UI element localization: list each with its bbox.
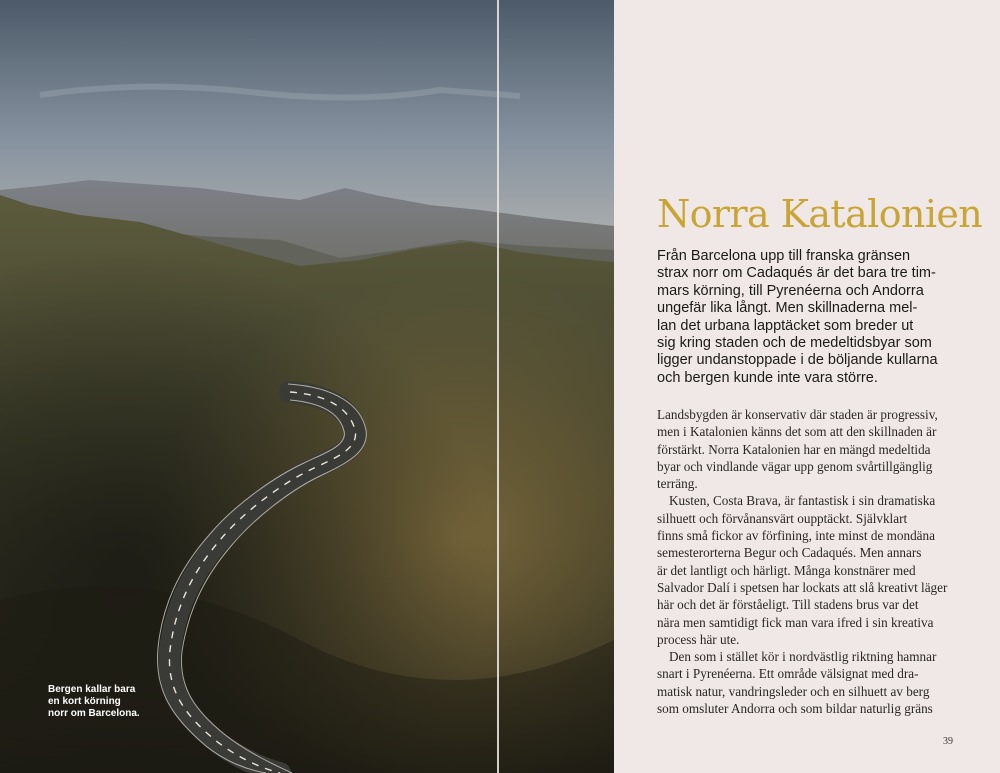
article-title: Norra Katalonien (657, 192, 983, 236)
body-line: byar och vindlande vägar upp genom svårtillgänglig (657, 458, 933, 474)
lead-line: ungefär lika långt. Men skillnaderna mel- (657, 300, 918, 317)
page-number: 39 (943, 736, 953, 747)
body-line: Salvador Dalí i spetsen har lockats att slå kreativt läger (657, 579, 948, 595)
body-line: finns små fickor av förfining, inte minst de mondäna (657, 528, 935, 544)
body-line: förstärkt. Norra Katalonien har en mängd medeltida (657, 441, 931, 457)
lead-line: lan det urbana lapptäcket som breder ut (657, 317, 914, 334)
caption-line: en kort körning (48, 696, 121, 707)
body-line: här och det är förståeligt. Till stadens brus var det (657, 597, 919, 613)
caption-line: norr om Barcelona. (48, 708, 140, 719)
caption-line: Bergen kallar bara (48, 684, 136, 695)
lead-line: och bergen kunde inte vara större. (657, 369, 878, 386)
lead-line: ligger undanstoppade i de böljande kullarna (657, 352, 938, 369)
lead-line: strax norr om Cadaqués är det bara tre tim- (657, 265, 936, 282)
body-text (657, 406, 977, 717)
body-line: silhuett och förvånansvärt oupptäckt. Självklart (657, 510, 908, 526)
lead-line: mars körning, till Pyrenéerna och Andorra (657, 282, 924, 299)
body-line: semesterorterna Begur och Cadaqués. Men annars (657, 545, 922, 561)
body-line: men i Katalonien känns det som att den skillnaden är (657, 424, 937, 440)
body-line: snart i Pyrenéerna. Ett område välsignat med dra- (657, 666, 919, 682)
photo-caption (48, 684, 148, 720)
body-line: process här ute. (657, 631, 740, 647)
body-line: Landsbygden är konservativ där staden är progressiv, (657, 407, 938, 422)
body-line: Den som i stället kör i nordvästlig riktning hamnar (669, 649, 937, 665)
body-line: Kusten, Costa Brava, är fantastisk i sin dramatiska (669, 493, 936, 509)
lead-line: sig kring staden och de medeltidsbyar som (657, 335, 932, 352)
page-gutter (497, 0, 499, 773)
body-line: terräng. (657, 476, 698, 492)
body-line: matisk natur, vandringsleder och en silhuett av berg (657, 683, 930, 699)
lead-line: Från Barcelona upp till franska gränsen (657, 248, 911, 264)
body-line: är det lantligt och härligt. Många konstnärer med (657, 562, 916, 578)
body-line: som omsluter Andorra och som bildar naturlig gräns (657, 701, 933, 717)
text-page (614, 0, 1000, 773)
body-line: nära men samtidigt fick man vara ifred i sin kreativa (657, 614, 934, 630)
lead-paragraph (657, 248, 977, 387)
